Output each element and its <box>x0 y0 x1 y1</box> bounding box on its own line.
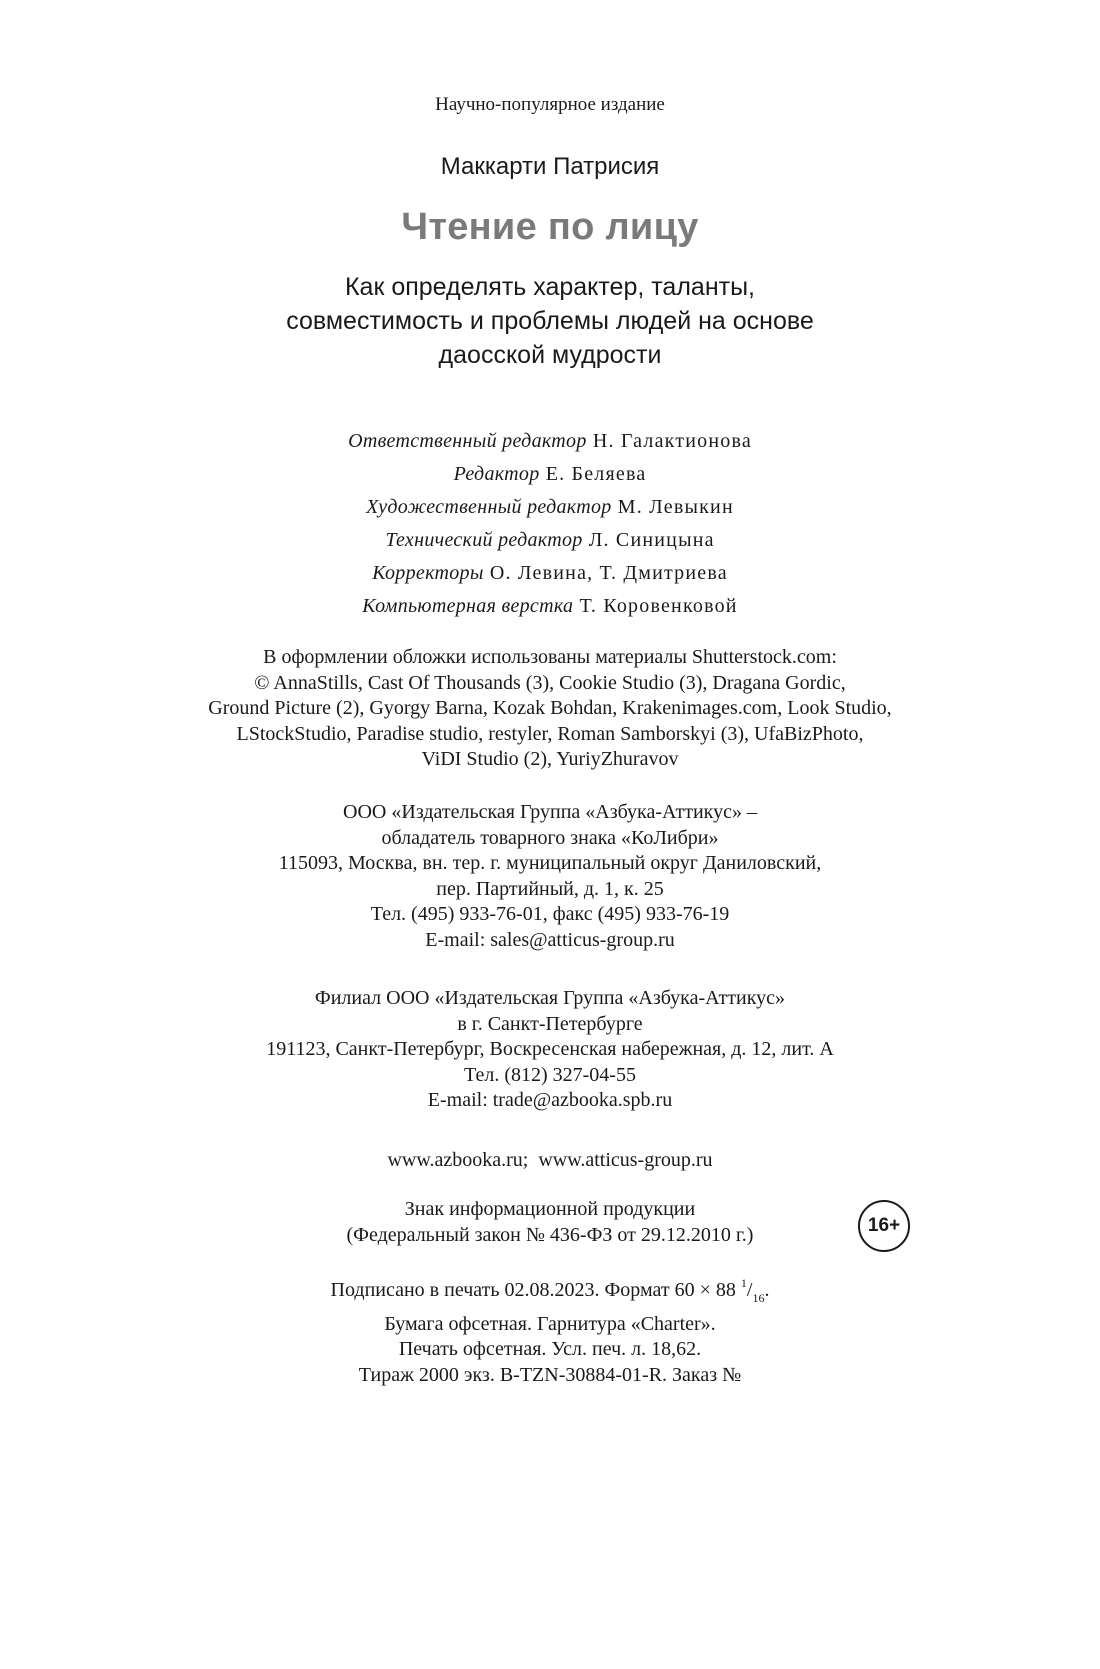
edition-type: Научно-популярное издание <box>435 94 665 115</box>
credit-role: Редактор <box>453 463 540 485</box>
credit-name: Е. Беляева <box>545 463 647 485</box>
credit-name: М. Левыкин <box>617 496 734 518</box>
subtitle-line: даосской мудрости <box>438 341 662 369</box>
imprint-line <box>0 1271 1100 1312</box>
publisher-line: ООО «Издательская Группа «Азбука-Аттикус» – <box>343 801 757 823</box>
age-rating-badge: 16+ <box>858 1200 910 1252</box>
imprint-line1-text: Подписано в печать 02.08.2023. Формат 60 × 88 <box>330 1279 736 1301</box>
credit-name: О. Левина, Т. Дмитриева <box>489 562 728 584</box>
imprint-line: Тираж 2000 экз. B-TZN-30884-01-R. Заказ № <box>358 1363 742 1386</box>
imprint-line: Печать офсетная. Усл. печ. л. 18,62. <box>398 1338 702 1360</box>
cover-credits-line: ViDI Studio (2), YuriyZhuravov <box>421 748 679 770</box>
author-name: Маккарти Патрисия <box>440 153 660 180</box>
book-subtitle <box>0 270 1100 372</box>
credit-line <box>0 458 1100 491</box>
credit-name: Н. Галактионова <box>592 430 752 452</box>
credit-role: Компьютерная верстка <box>362 595 574 617</box>
format-fraction <box>740 1276 765 1305</box>
websites: www.azbooka.ru; www.atticus-group.ru <box>387 1149 713 1171</box>
info-sign-line: (Федеральный закон № 436-ФЗ от 29.12.2010 г.) <box>346 1223 754 1246</box>
publisher-line: 115093, Москва, вн. тер. г. муниципальный округ Даниловский, <box>278 852 822 874</box>
cover-credits-line: Ground Picture (2), Gyorgy Barna, Kozak Bohdan, Krakenimages.com, Look Studio, <box>208 697 892 719</box>
branch-line: Филиал ООО «Издательская Группа «Азбука-Аттикус» <box>314 987 786 1009</box>
credit-role: Корректоры <box>372 562 484 584</box>
branch-line: E-mail: trade@azbooka.spb.ru <box>427 1089 673 1111</box>
branch-line: в г. Санкт-Петербурге <box>457 1012 643 1035</box>
publisher-line: Тел. (495) 933-76-01, факс (495) 933-76-19 <box>370 903 730 925</box>
credit-role: Художественный редактор <box>366 496 612 518</box>
cover-credits-line: © AnnaStills, Cast Of Thousands (3), Cookie Studio (3), Dragana Gordic, <box>254 671 846 694</box>
cover-credits-line: LStockStudio, Paradise studio, restyler, Roman Samborskyi (3), UfaBizPhoto, <box>236 722 864 745</box>
credit-name: Л. Синицына <box>588 529 715 551</box>
credit-role: Технический редактор <box>385 529 583 551</box>
publisher-line: обладатель товарного знака «КоЛибри» <box>381 826 719 849</box>
format-denominator: 16 <box>752 1291 765 1305</box>
credit-role: Ответственный редактор <box>348 430 587 452</box>
branch-info <box>0 986 1100 1114</box>
credit-line <box>0 590 1100 623</box>
credit-line <box>0 557 1100 590</box>
info-sign-line: Знак информационной продукции <box>404 1198 696 1220</box>
credit-line <box>0 425 1100 458</box>
imprint-line1-end: . <box>764 1279 770 1301</box>
cover-image-credits <box>0 645 1100 773</box>
book-title: Чтение по лицу <box>401 206 699 248</box>
publisher-line: E-mail: sales@atticus-group.ru <box>425 928 675 951</box>
subtitle-line: Как определять характер, таланты, <box>344 273 755 301</box>
format-numerator: 1 <box>740 1276 747 1290</box>
credit-name: Т. Коровенковой <box>579 595 738 617</box>
branch-line: 191123, Санкт-Петербург, Воскресенская набережная, д. 12, лит. А <box>266 1038 834 1060</box>
info-product-sign <box>0 1197 1100 1248</box>
subtitle-line: совместимость и проблемы людей на основе <box>286 307 814 335</box>
cover-credits-line: В оформлении обложки использованы материалы Shutterstock.com: <box>263 646 837 668</box>
print-imprint <box>0 1271 1100 1388</box>
imprint-line: Бумага офсетная. Гарнитура «Charter». <box>384 1312 716 1335</box>
credit-line <box>0 524 1100 557</box>
credit-line <box>0 491 1100 524</box>
format-slash: / <box>746 1279 753 1301</box>
publisher-info <box>0 800 1100 953</box>
editorial-credits <box>0 425 1100 623</box>
branch-line: Тел. (812) 327-04-55 <box>464 1063 636 1086</box>
publisher-line: пер. Партийный, д. 1, к. 25 <box>436 877 664 900</box>
